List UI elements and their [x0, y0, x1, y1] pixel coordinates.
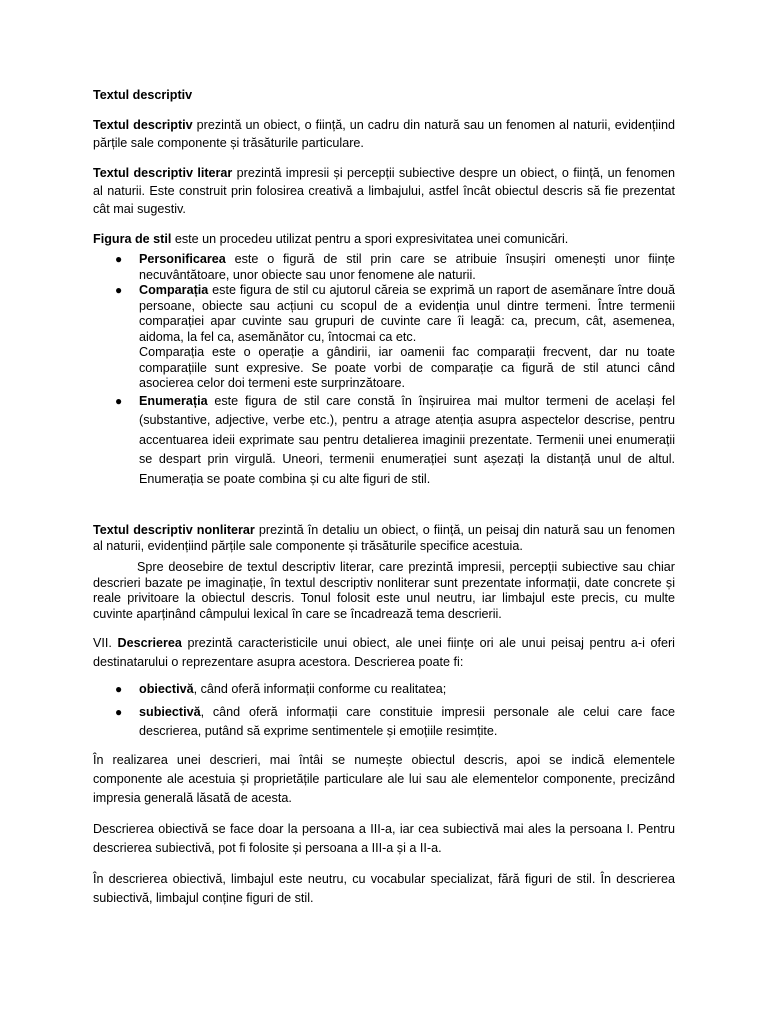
list-item-text: este figura de stil care constă în înșiruirea mai multor termeni de același fel (substantive, adjective, verbe etc.), pentru a atrage atenția asupra aspectelor descrise, pentru accentuarea ideii exprimate sau pentru detalierea imaginii prezentate. Termenii unei enumerații se despart prin virgulă. Uneori, termenii enumerației sunt așezați la distanță unul de altul. Enumerația se poate combina și cu alte figuri de stil. — [139, 393, 675, 486]
term-comparatia: Comparația — [139, 283, 209, 297]
paragraph-persoana: Descrierea obiectivă se face doar la persoana a III-a, iar cea subiectivă mai ales la persoana I. Pentru descrierea subiectivă, pot fi folosite și persoana a III-a și a II-a. — [93, 822, 675, 855]
paragraph-realizare: În realizarea unei descrieri, mai întâi se numește obiectul descris, apoi se indică elementele componente ale acestuia și proprietățile particulare ale lui sau ale elementelor componente, precizând impresia generală lăsată de acesta. — [93, 753, 675, 805]
bullet-icon: ● — [115, 682, 123, 696]
paragraph-figura-de-stil — [93, 230, 675, 248]
list-item-text: este o figură de stil prin care se atribuie însușiri omenești unor ființe necuvântătoare, unor obiecte sau unor fenomene ale naturii. — [139, 252, 675, 282]
term-descrierea: Descrierea — [117, 636, 182, 650]
paragraph-definition — [93, 116, 675, 152]
paragraph-descrierea — [93, 634, 675, 672]
description-types-list — [93, 680, 675, 741]
figures-list — [93, 252, 675, 489]
list-item-continuation: Comparația este o operație a gândirii, iar oamenii fac comparații frecvent, dar nu toate comparațiile sunt expresive. Se poate vorbi de comparație ca figură de stil atunci când asocierea celor doi termeni este surprinzătoare. — [139, 345, 675, 390]
list-item-personificarea — [93, 252, 675, 283]
list-item-subiectiva — [93, 703, 675, 741]
list-item-text: , când oferă informații care constituie impresii personale ale celui care face descrierea, putând să exprime sentimentele și emoțiile resimțite. — [139, 705, 675, 738]
bullet-icon: ● — [115, 283, 123, 297]
paragraph-limbaj: În descrierea obiectivă, limbajul este neutru, cu vocabular specializat, fără figuri de stil. În descrierea subiectivă, limbajul conține figuri de stil. — [93, 872, 675, 905]
term-subiectiva: subiectivă — [139, 705, 201, 719]
list-item-enumeratia — [93, 392, 675, 490]
bullet-icon: ● — [115, 252, 123, 266]
term-descriptiv-nonliterar: Textul descriptiv nonliterar — [93, 523, 255, 537]
paragraph-text: prezintă în detaliu un obiect, o ființă, un peisaj din natură sau un fenomen al naturii, evidențiind părțile sale componente și trăsăturile specifice acestuia. — [93, 523, 675, 553]
list-item-obiectiva — [93, 680, 675, 699]
paragraph-comparison: Spre deosebire de textul descriptiv literar, care prezintă impresii, percepții subiective sau chiar descrieri bazate pe imaginație, în textul descriptiv nonliterar sunt prezentate informații, date concrete și reale privitoare la obiectul descris. Tonul folosit este unul neutru, iar limbajul este precis, cu multe cuvinte aparținând câmpului lexical în care se încadrează tema descrierii. — [93, 560, 675, 621]
paragraph-text: prezintă caracteristicile unui obiect, ale unei ființe ori ale unui peisaj pentru a-i oferi destinatarului o reprezentare asupra acestora. Descrierea poate fi: — [93, 636, 675, 669]
page-title: Textul descriptiv — [93, 88, 193, 102]
term-descriptiv-literar: Textul descriptiv literar — [93, 166, 233, 180]
paragraph-text: prezintă un obiect, o ființă, un cadru din natură sau un fenomen al naturii, evidențiind părțile sale componente și trăsăturile particulare. — [93, 118, 675, 150]
term-enumeratia: Enumerația — [139, 393, 208, 408]
section-number: VII. — [93, 636, 118, 650]
bullet-icon: ● — [115, 705, 123, 719]
paragraph-literary — [93, 164, 675, 218]
term-obiectiva: obiectivă — [139, 682, 194, 696]
term-personificarea: Personificarea — [139, 252, 226, 266]
paragraph-text: prezintă impresii și percepții subiective despre un obiect, o ființă, un fenomen al naturii. Este construit prin folosirea creativă a limbajului, astfel încât obiectul descris să fie prezentat cât mai sugestiv. — [93, 166, 675, 216]
term-textul-descriptiv: Textul descriptiv — [93, 118, 193, 132]
list-item-text: , când oferă informații conforme cu realitatea; — [193, 682, 447, 696]
spacer — [93, 501, 675, 523]
list-item-comparatia — [93, 283, 675, 392]
term-figura-de-stil: Figura de stil — [93, 232, 172, 246]
bullet-icon: ● — [115, 393, 123, 408]
list-item-text: este figura de stil cu ajutorul căreia se exprimă un raport de asemănare între două persoane, obiecte sau acțiuni cu scopul de a evidenția unul dintre termeni. Între termenii comparației apar cuvinte sau grupuri de cuvinte care îi leagă: ca, precum, cât, asemenea, aidoma, la fel ca, asemănător cu, întocmai ca etc. — [139, 283, 675, 344]
paragraph-nonliterary — [93, 523, 675, 554]
paragraph-text: este un procedeu utilizat pentru a spori expresivitatea unei comunicări. — [171, 232, 569, 246]
document-body — [93, 86, 675, 920]
